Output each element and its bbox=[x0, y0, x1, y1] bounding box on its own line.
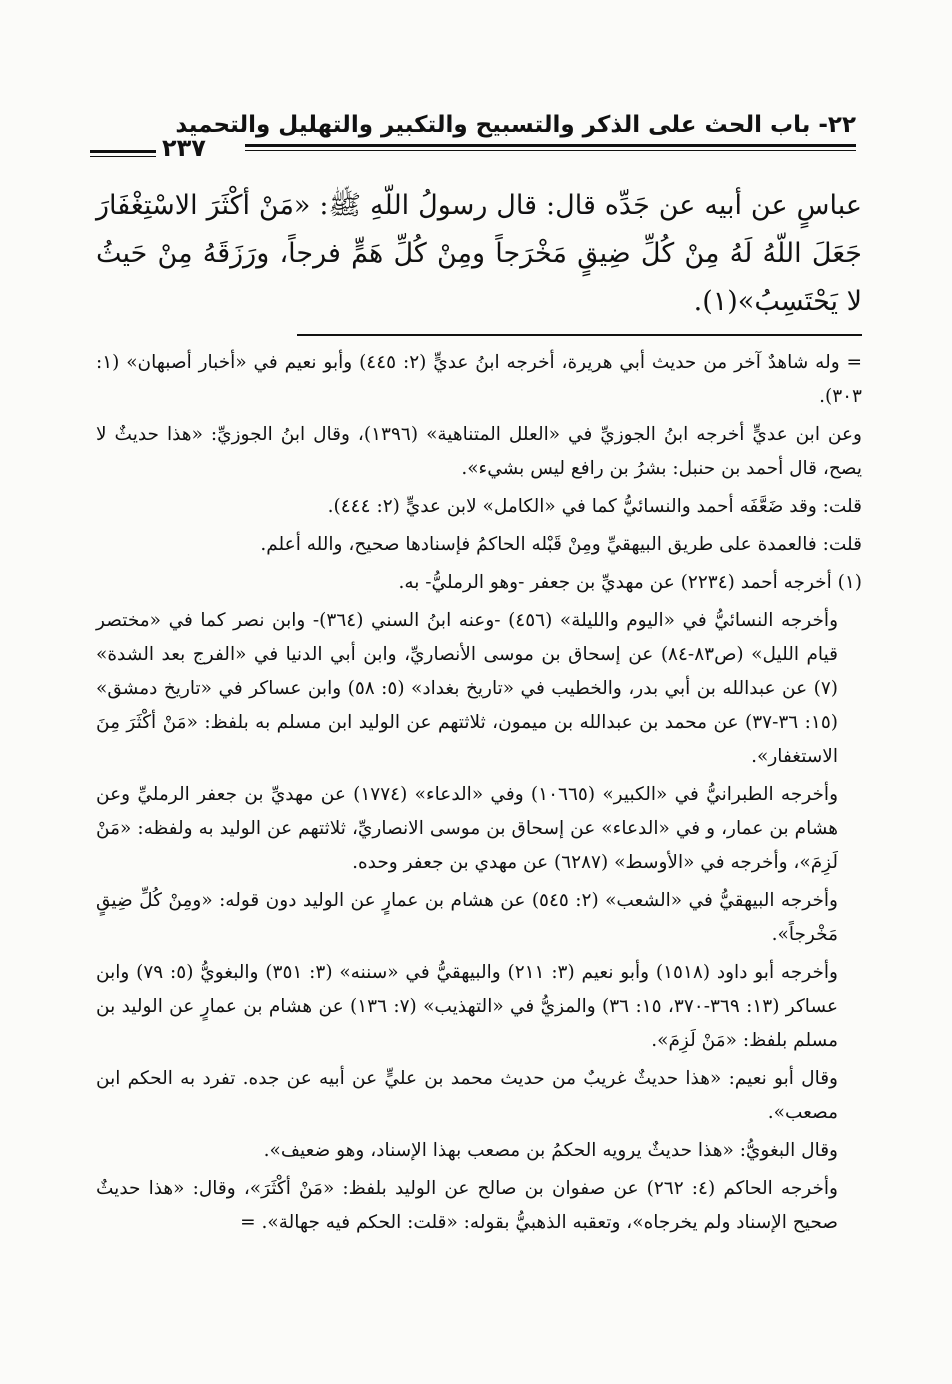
notes-section bbox=[96, 346, 862, 1244]
footnote-1: (١) أخرجه أحمد (٢٢٣٤) عن مهديِّ بن جعفر -وهو الرمليُّ- به. bbox=[398, 572, 862, 593]
footnote-paragraph: وأخرجه النسائيُّ في «اليوم والليلة» (٤٥٦) -وعنه ابنُ السني (٣٦٤)- وابن نصر كما في «مختصر قيام الليل» (ص٨٣-٨٤) عن إسحاق بن موسى الأنصاريِّ، وابن أبي الدنيا في «الفرج بعد الشدة» (٧) عن عبدالله بن أبي بدر، والخطيب في «تاريخ بغداد» (٥: ٥٨) وابن عساكر في «تاريخ دمشق» (١٥: ٣٦-٣٧) عن محمد بن عبدالله بن ميمون، ثلاثتهم عن الوليد ابن مسلم به بلفظ: «مَنْ أكْثَرَ مِنَ الاستغفار». bbox=[96, 610, 839, 767]
header-rule bbox=[245, 144, 856, 151]
footnote-paragraph: وأخرجه الطبرانيُّ في «الكبير» (١٠٦٦٥) وفي «الدعاء» (١٧٧٤) عن مهديِّ بن جعفر الرمليِّ وعن هشام بن عمار، و في «الدعاء» عن إسحاق بن موسى الانصاريِّ، ثلاثتهم عن الوليد به ولفظه: «مَنْ لَزِمَ»، وأخرجه في «الأوسط» (٦٢٨٧) عن مهدي بن جعفر وحده. bbox=[96, 784, 839, 873]
page-number-rule bbox=[90, 150, 156, 157]
page-number: ٢٣٧ bbox=[162, 134, 206, 162]
footnote-separator bbox=[297, 334, 862, 336]
footnote-paragraph: وأخرجه أبو داود (١٥١٨) وأبو نعيم (٣: ٢١١) والبيهقيُّ في «سننه» (٣: ٣٥١) والبغويُّ (٥: ٧٩) وابن عساكر (١٣: ٣٦٩-٣٧٠، ١٥: ٣٦) والمزيُّ في «التهذيب» (٧: ١٣٦) عن هشام بن عمارٍ عن الوليد بن مسلم بلفظ: «مَنْ لَزِمَ». bbox=[96, 962, 838, 1051]
note-paragraph: قلت: فالعمدة على طريق البيهقيِّ ومِنْ قَبْله الحاكمُ فإسنادها صحيح، والله أعلم. bbox=[260, 534, 862, 555]
hadith-text: عباسٍ عن أبيه عن جَدِّه قال: قال رسولُ اللّهِ ﷺ: «مَنْ أكْثَرَ الاسْتِغْفَارَ جَعَلَ اللّهُ لَهُ مِنْ كُلِّ ضِيقٍ مَخْرَجاً ومِنْ كُلِّ هَمٍّ فرجاً، ورَزَقَهُ مِنْ حَيثُ لا يَحْتَسِبُ»(١). bbox=[96, 190, 862, 317]
footnote-paragraph: وأخرجه الحاكم (٤: ٢٦٢) عن صفوان بن صالح عن الوليد بلفظ: «مَنْ أكْثَرَ»، وقال: «هذا حديثٌ صحيح الإسناد ولم يخرجاه»، وتعقبه الذهبيُّ بقوله: «قلت: الحكم فيه جهالة». = bbox=[96, 1178, 838, 1233]
note-paragraph: = وله شاهدٌ آخر من حديث أبي هريرة، أخرجه ابنُ عديٍّ (٢: ٤٤٥) وأبو نعيم في «أخبار أصبهان» (١: ٣٠٣). bbox=[96, 352, 863, 407]
footnote-paragraph: وأخرجه البيهقيُّ في «الشعب» (٢: ٥٤٥) عن هشام بن عمارٍ عن الوليد دون قوله: «ومِنْ كُلِّ ضِيقٍ مَخْرجاً». bbox=[96, 890, 838, 945]
page-header bbox=[0, 108, 952, 164]
footnote-paragraph: وقال أبو نعيم: «هذا حديثٌ غريبٌ من حديث محمد بن عليٍّ عن أبيه عن جده. تفرد به الحكم ابن مصعب». bbox=[96, 1068, 838, 1123]
note-paragraph: قلت: وقد ضَعَّفَه أحمد والنسائيُّ كما في «الكامل» لابن عديٍّ (٢: ٤٤٤). bbox=[327, 496, 862, 517]
main-text bbox=[96, 182, 862, 326]
footnote-paragraph: وقال البغويُّ: «هذا حديثٌ يرويه الحكمُ بن مصعب بهذا الإسناد، وهو ضعيف». bbox=[263, 1140, 838, 1161]
note-paragraph: وعن ابن عديٍّ أخرجه ابنُ الجوزيِّ في «العلل المتناهية» (١٣٩٦)، وقال ابنُ الجوزيِّ: «هذا حديثٌ لا يصح، قال أحمد بن حنبل: بشرُ بن رافع ليس بشيء». bbox=[96, 424, 862, 479]
chapter-title: ٢٢- باب الحث على الذكر والتسبيح والتكبير والتهليل والتحميد bbox=[175, 112, 856, 138]
